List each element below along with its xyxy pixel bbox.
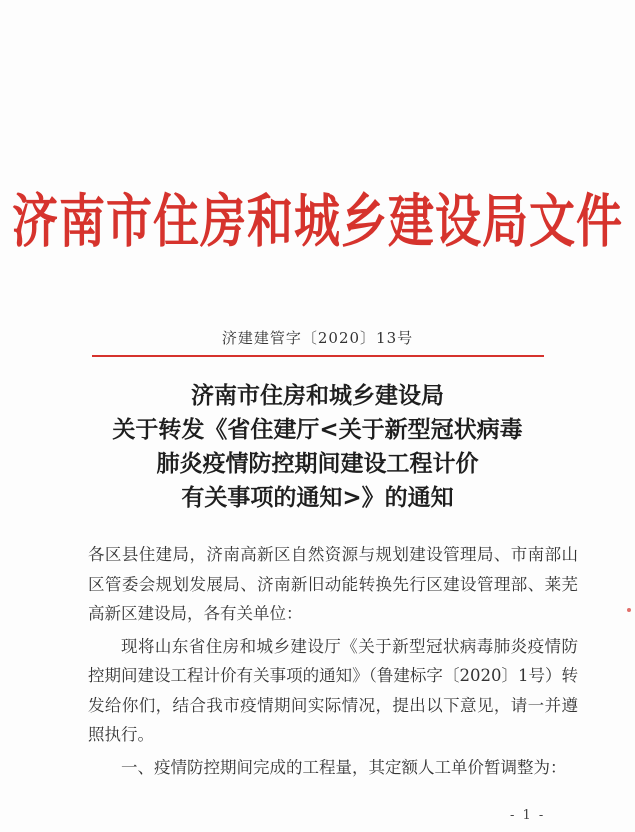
notice-body [88,540,578,782]
title-line: 济南市住房和城乡建设局 [191,383,444,409]
document-number: 济建建管字〔2020〕13号 [221,329,414,347]
title-line: 肺炎疫情防控期间建设工程计价 [156,451,479,477]
red-divider-line [92,355,544,357]
title-line: 关于转发《省住建厅<关于新型冠状病毒 [112,417,523,443]
body-paragraph: 现将山东省住房和城乡建设厅《关于新型冠状病毒肺炎疫情防控期间建设工程计价有关事项的通知》（鲁建标字〔2020〕1号）转发给你们，结合我市疫情期间实际情况，提出以下意见，请一并遵照执行。 [88,636,578,744]
notice-title [60,379,575,515]
agency-header-title: 济南市住房和城乡建设局文件 [12,187,623,255]
body-paragraph: 一、疫情防控期间完成的工程量，其定额人工单价暂调整为： [121,757,567,777]
addressee-list: 各区县住建局，济南高新区自然资源与规划建设管理局、市南部山区管委会规划发展局、济南新旧动能转换先行区建设管理部、莱芜高新区建设局，各有关单位： [88,545,578,623]
title-line: 有关事项的通知>》的通知 [181,485,454,511]
page-number: - 1 - [510,808,546,823]
scan-speck [627,608,631,612]
